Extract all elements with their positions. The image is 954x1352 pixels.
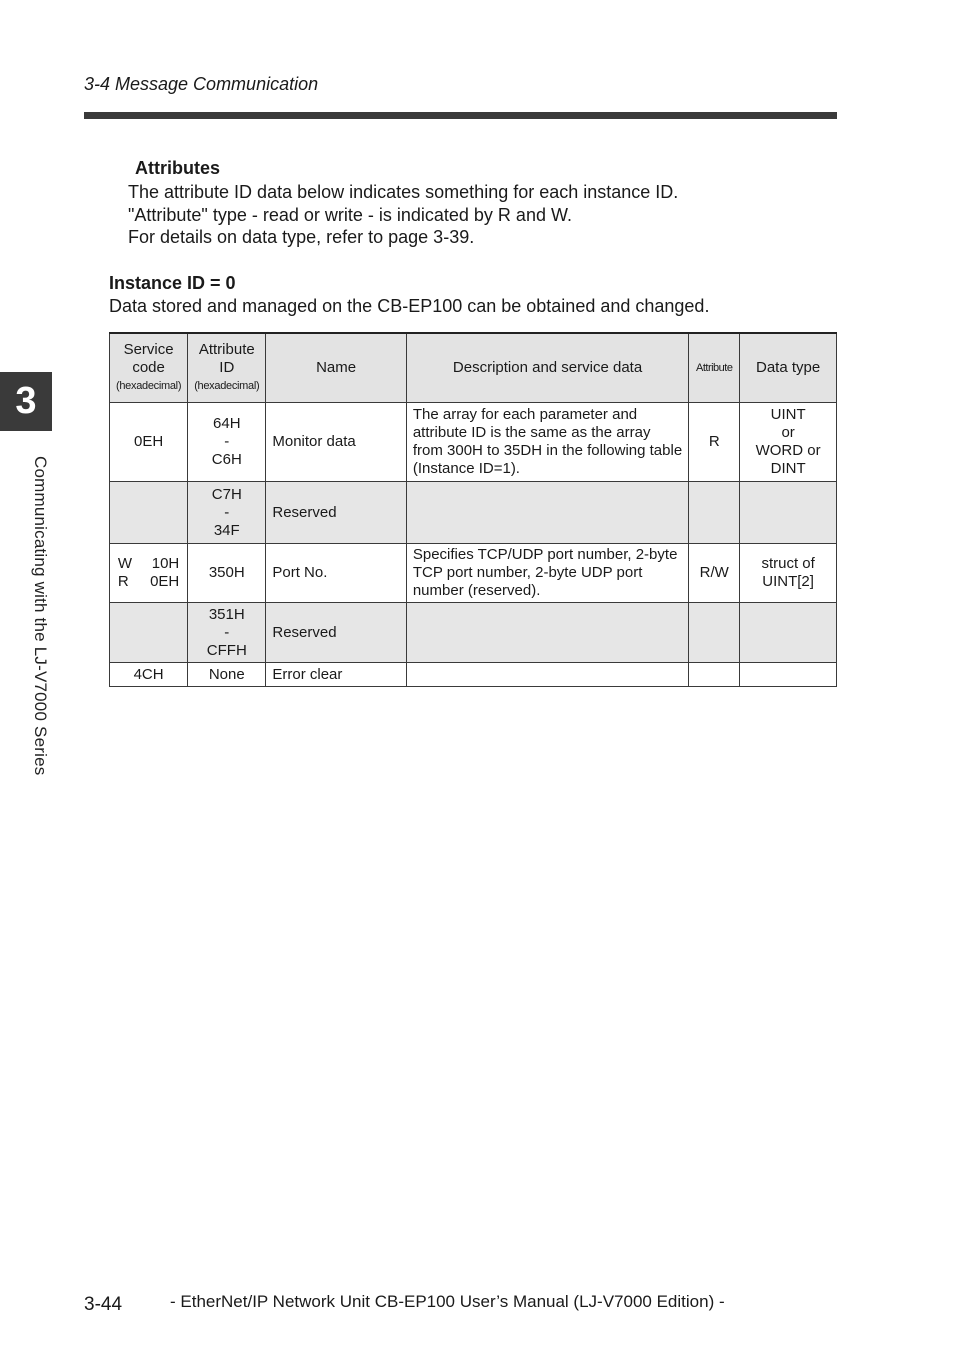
cell-name: Reserved [266,482,406,544]
attr-id-line: None [208,665,245,683]
service-code-pairs [118,555,179,591]
instance-description: Data stored and managed on the CB-EP100 can be obtained and changed. [109,296,710,316]
attr-id-line: 350H [208,564,245,581]
attr-id-line: CFFH [206,641,247,659]
header-service-code [110,333,188,403]
cell-name: Monitor data [266,403,406,482]
attr-id-line: C7H [211,485,242,503]
data-type-line: UINT[2] [762,573,814,590]
data-type-line: DINT [770,460,806,477]
attr-id-line: - [224,503,230,521]
attribute-table [109,332,837,687]
cell-data-type [740,663,837,687]
service-code-value: 10H [151,555,180,572]
cell-attribute: R/W [689,544,740,603]
attr-id-line: 64H [213,415,241,432]
cell-data-type [740,482,837,544]
header-attribute-id-label: Attribute ID [198,341,255,376]
data-type-line: UINT [770,406,806,423]
cell-service-code [110,482,188,544]
cell-attribute-id [188,663,266,687]
data-type-line: or [781,424,795,441]
cell-description [406,603,688,663]
page-number: 3-44 [84,1294,123,1315]
footer-title: - EtherNet/IP Network Unit CB-EP100 User’s Manual (LJ-V7000 Edition) - [170,1292,725,1311]
header-data-type: Data type [740,333,837,403]
header-service-code-label: Service code [123,341,174,376]
header-attribute-id [188,333,266,403]
header-attribute: Attribute [689,333,740,403]
page-header-title: 3-4 Message Communication [84,74,319,94]
attr-id-line: C6H [211,451,242,468]
cell-description: The array for each parameter and attribute ID is the same as the array from 300H to 35DH in the following table (Instance ID=1). [406,403,688,482]
table-row [110,603,837,663]
cell-service-code [110,544,188,603]
cell-attribute-id [188,603,266,663]
cell-attribute [689,663,740,687]
cell-name: Error clear [266,663,406,687]
header-attribute-id-note: (hexadecimal) [194,380,260,392]
cell-service-code: 0EH [110,403,188,482]
table-row [110,544,837,603]
attributes-line: The attribute ID data below indicates something for each instance ID. [128,182,679,202]
table-row [110,403,837,482]
table-row [110,482,837,544]
cell-data-type [740,403,837,482]
cell-data-type [740,603,837,663]
table-header-row [110,333,837,403]
header-description: Description and service data [406,333,688,403]
table-row [110,663,837,687]
cell-attribute [689,482,740,544]
cell-attribute [689,603,740,663]
cell-service-code: 4CH [110,663,188,687]
service-code-value: 0EH [150,573,180,590]
cell-attribute-id [188,544,266,603]
cell-attribute: R [689,403,740,482]
cell-attribute-id [188,482,266,544]
header-service-code-note: (hexadecimal) [116,380,182,392]
cell-description [406,663,688,687]
cell-service-code [110,603,188,663]
attr-id-line: - [224,623,230,641]
data-type-line: struct of [761,555,815,572]
service-access: W [117,555,133,572]
attributes-heading: Attributes [135,158,220,178]
cell-name: Reserved [266,603,406,663]
header-name: Name [266,333,406,403]
attr-id-line: 34F [213,521,240,539]
attributes-line: For details on data type, refer to page 3-39. [128,227,475,247]
service-access: R [117,573,129,590]
cell-description: Specifies TCP/UDP port number, 2-byte TCP port number, 2-byte UDP port number (reserved). [406,544,688,603]
cell-name: Port No. [266,544,406,603]
attributes-line: "Attribute" type - read or write - is indicated by R and W. [128,205,572,225]
attr-id-line: - [224,433,230,450]
attr-id-line: 351H [208,605,245,623]
chapter-side-label: Communicating with the LJ-V7000 Series [31,456,50,776]
data-type-line: WORD or [755,442,821,459]
header-rule [84,112,837,119]
chapter-tab: 3 [0,372,52,431]
cell-data-type [740,544,837,603]
cell-description [406,482,688,544]
instance-heading: Instance ID = 0 [109,273,236,293]
cell-attribute-id [188,403,266,482]
